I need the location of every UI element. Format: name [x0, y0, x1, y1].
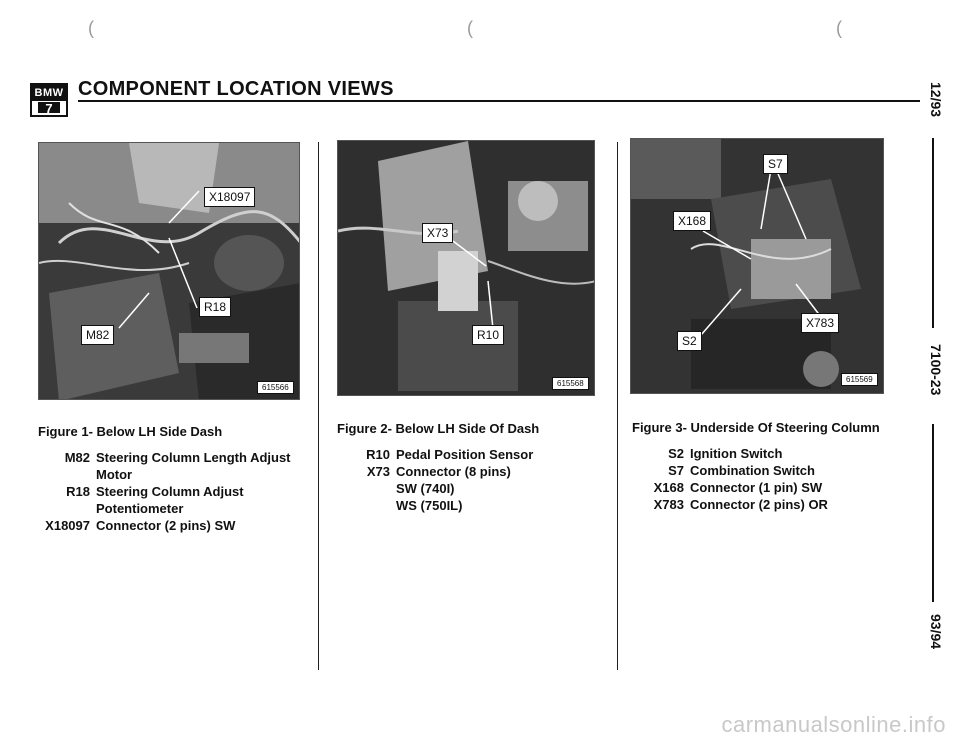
legend-key: X18097 [45, 518, 90, 533]
date-top: 12/93 [928, 82, 944, 118]
figure-2-photo [337, 140, 595, 396]
margin-rule [932, 138, 934, 328]
legend-row [640, 479, 828, 496]
legend-text: Ignition Switch [690, 446, 783, 461]
legend-key: X783 [653, 497, 684, 512]
figure-1-caption: Figure 1- Below LH Side Dash [38, 424, 223, 439]
callout-x783: X783 [801, 313, 839, 333]
legend-row [640, 462, 828, 479]
image-code: 615569 [841, 373, 878, 386]
legend-text [96, 517, 235, 534]
figure-1-photo [38, 142, 300, 400]
figure-1-image [39, 143, 300, 400]
logo-series-number: 7 [38, 102, 60, 113]
callout-r10: R10 [472, 325, 504, 345]
legend-row [34, 483, 291, 517]
logo-brand-text: BMW [32, 85, 66, 101]
watermark: carmanualsonline.info [721, 712, 946, 737]
column-divider [318, 142, 319, 670]
legend-row [34, 449, 291, 483]
figure-2-caption: Figure 2- Below LH Side Of Dash [337, 421, 540, 436]
title-rule [78, 100, 920, 102]
legend-text [96, 449, 291, 483]
legend-row [352, 446, 533, 463]
legend-key: X73 [366, 464, 390, 479]
figure-3-photo [630, 138, 884, 394]
callout-s2: S2 [677, 331, 702, 351]
legend-line: Potentiometer [96, 501, 184, 516]
legend-key: X168 [653, 480, 684, 495]
callout-x168: X168 [673, 211, 711, 231]
figure-3-caption: Figure 3- Underside Of Steering Column [632, 420, 880, 435]
image-code: 615566 [257, 381, 294, 394]
legend-line: WS (750IL) [396, 498, 463, 513]
legend-row [34, 517, 291, 534]
callout-x73: X73 [422, 223, 453, 243]
legend-row [640, 445, 828, 462]
legend-line: Steering Column Length Adjust [96, 450, 291, 465]
figure-3-legend [640, 445, 828, 513]
legend-text: Connector (2 pins) OR [690, 497, 828, 512]
callout-x18097: X18097 [204, 187, 255, 207]
legend-text: Combination Switch [690, 463, 815, 478]
bmw-7-logo [30, 83, 68, 117]
legend-line: SW (740I) [396, 481, 455, 496]
callout-m82: M82 [81, 325, 114, 345]
legend-key: S2 [668, 446, 684, 461]
legend-text: Connector (1 pin) SW [690, 480, 823, 495]
callout-r18: R18 [199, 297, 231, 317]
legend-key: R10 [366, 447, 390, 462]
page-title: COMPONENT LOCATION VIEWS [78, 78, 394, 100]
legend-row [352, 463, 533, 514]
legend-text [396, 463, 511, 514]
legend-line: Pedal Position Sensor [396, 447, 534, 462]
legend-line: Connector (8 pins) [396, 464, 511, 479]
column-divider [617, 142, 618, 670]
legend-key: M82 [64, 450, 90, 465]
figure-3-image [631, 139, 884, 394]
scan-mark: ( [836, 18, 842, 38]
legend-text [96, 483, 244, 517]
legend-key: S7 [668, 463, 684, 478]
scan-mark: ( [88, 18, 94, 38]
legend-line: Motor [96, 467, 133, 482]
legend-key: R18 [66, 484, 90, 499]
page-code: 7100-23 [928, 344, 944, 396]
figure-1-legend [34, 449, 291, 534]
margin-rule [932, 424, 934, 602]
figure-2-legend [352, 446, 533, 514]
date-bottom: 93/94 [928, 614, 944, 650]
legend-row [640, 496, 828, 513]
legend-text [396, 446, 533, 463]
scan-mark: ( [467, 18, 473, 38]
figure-2-image [338, 141, 595, 396]
legend-line: Steering Column Adjust [96, 484, 244, 499]
image-code: 615568 [552, 377, 589, 390]
callout-s7: S7 [763, 154, 788, 174]
legend-line: Connector (2 pins) SW [96, 518, 236, 533]
